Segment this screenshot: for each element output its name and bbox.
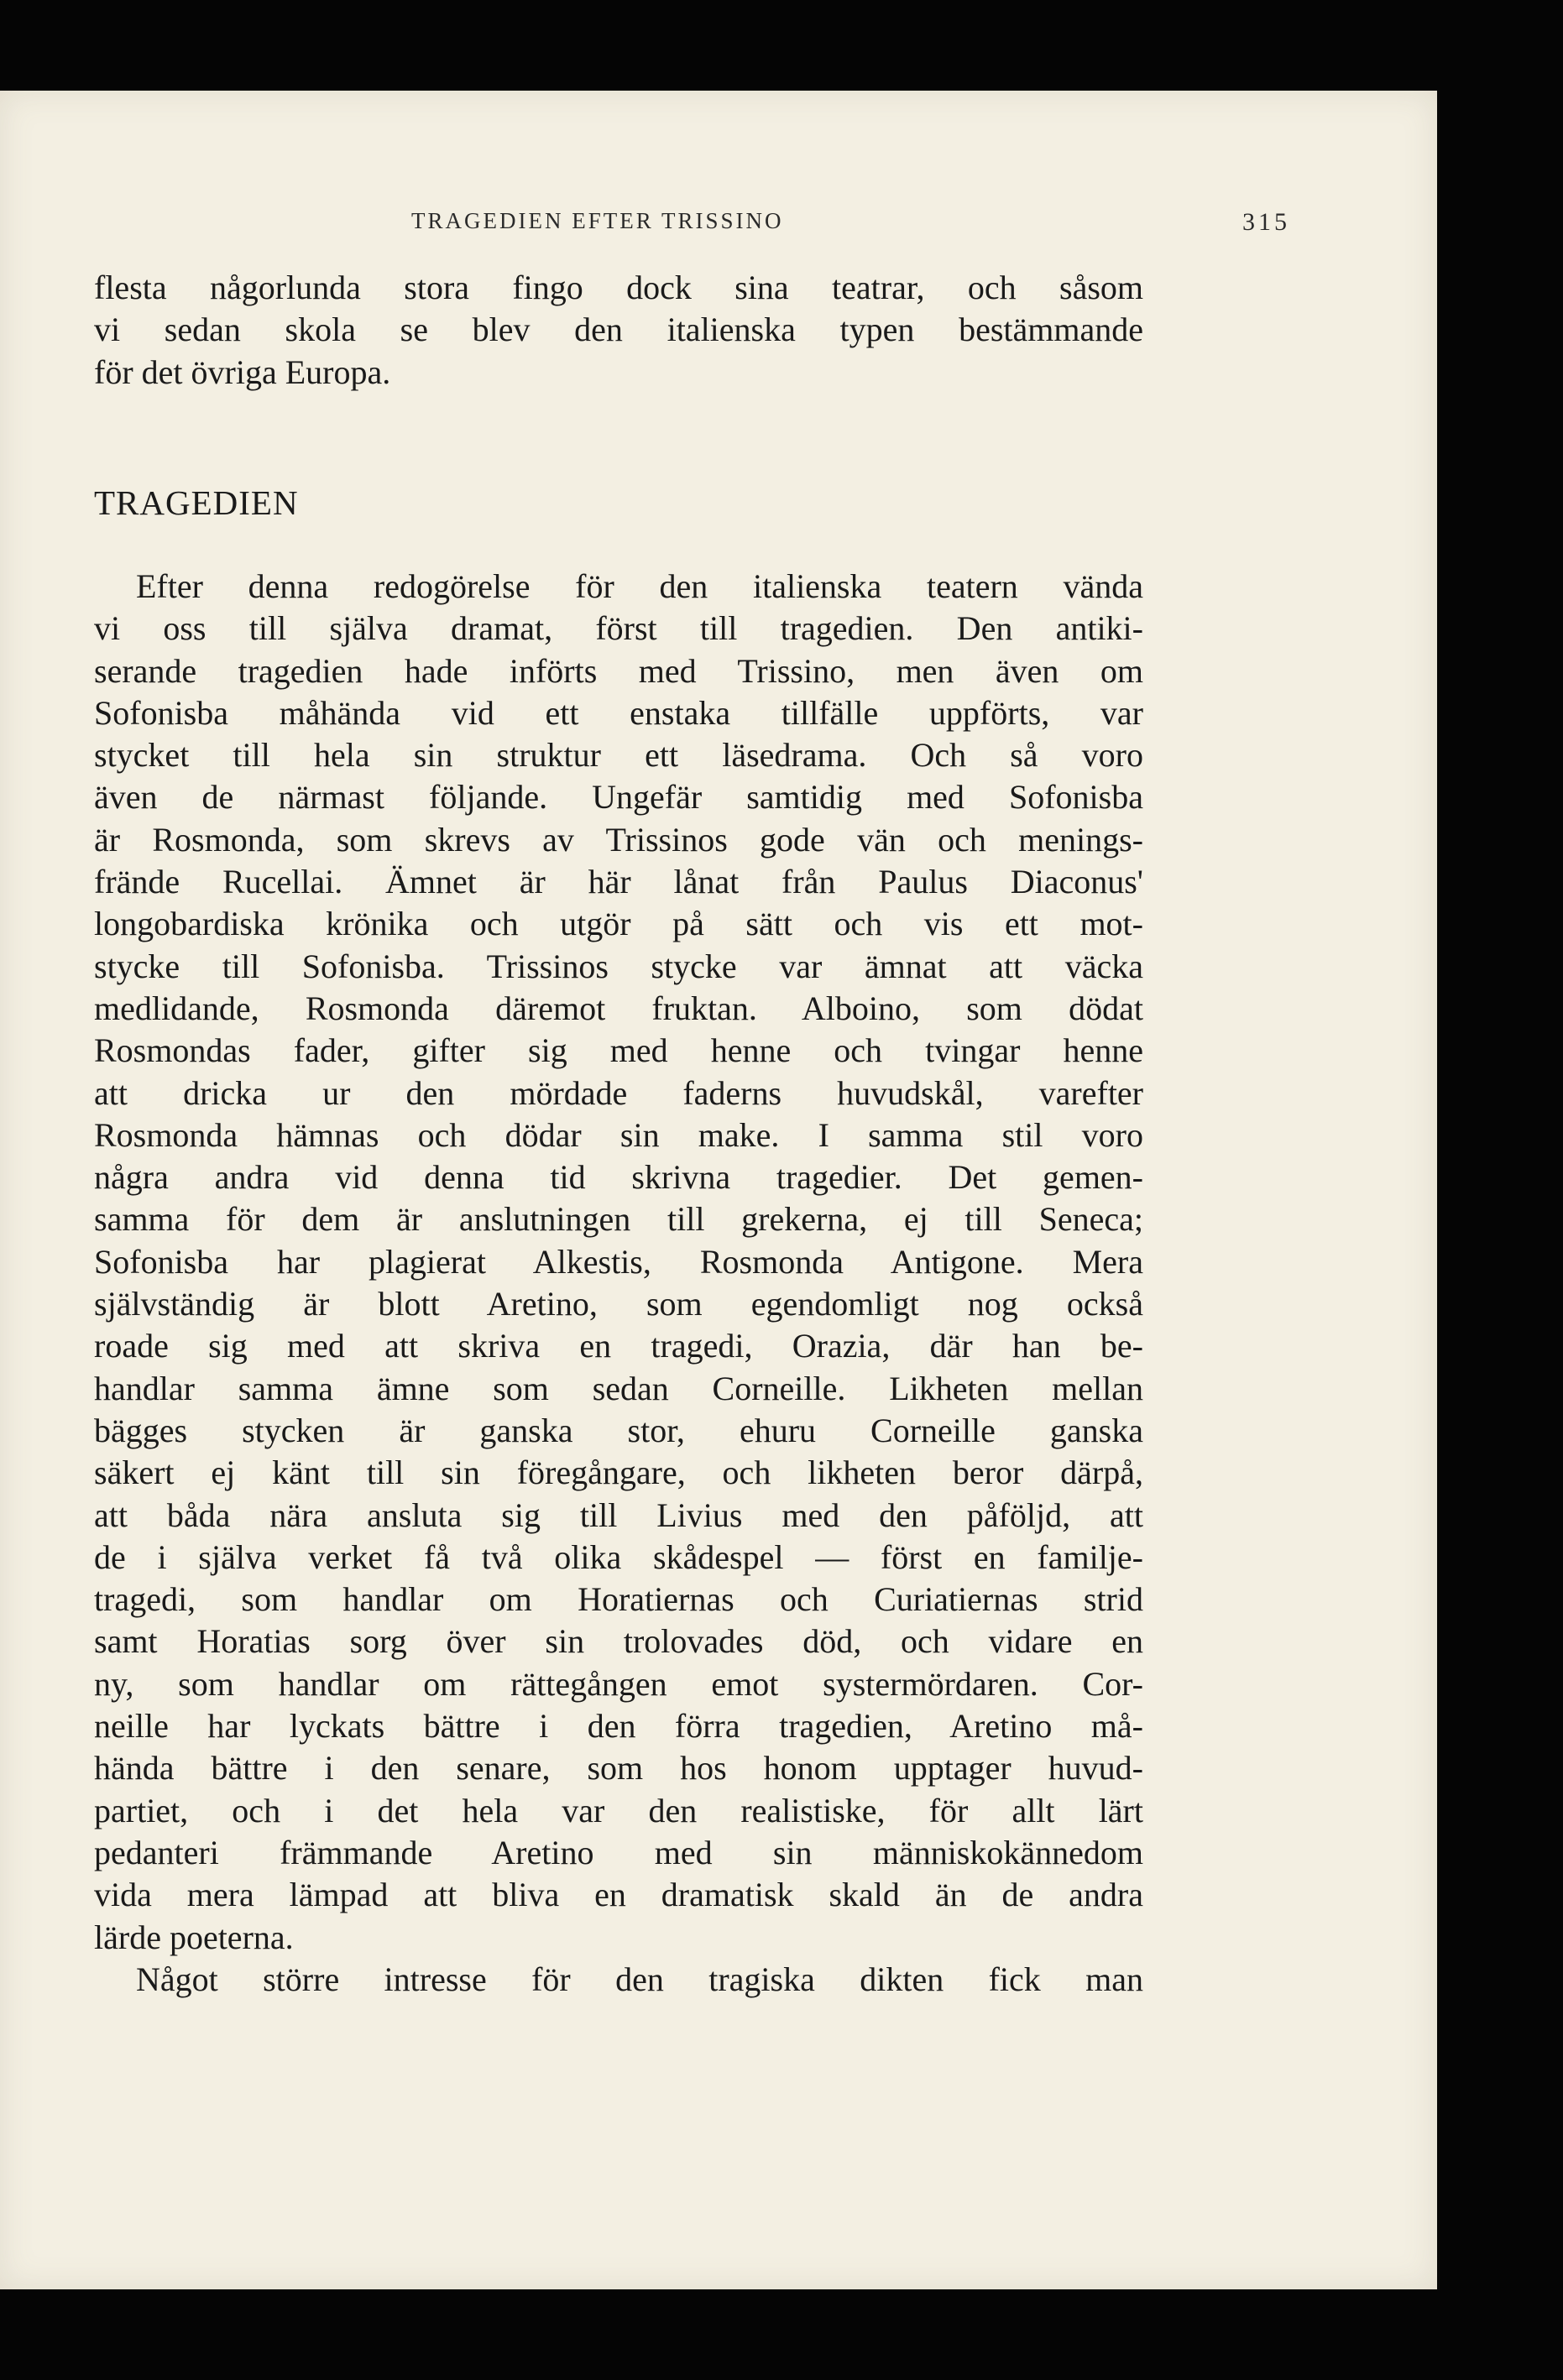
running-head [0,208,1437,242]
text-line: flesta någorlunda stora fingo dock sina teatrar, och såsom [94,269,1143,306]
text-line: är Rosmonda, som skrevs av Trissinos gode vän och menings- [94,820,1143,859]
text-line: ny, som handlar om rättegången emot systermördaren. Cor- [94,1664,1143,1703]
text-line: även de närmast följande. Ungefär samtidig med Sofonisba [94,778,1143,817]
paragraph-continuation [94,267,1143,394]
text-line: säkert ej känt till sin föregångare, och likheten beror därpå, [94,1454,1143,1492]
text-line: Rosmondas fader, gifter sig med henne och tvingar henne [94,1031,1143,1070]
section-body [94,566,1143,2001]
text-line: longobardiska krönika och utgör på sätt och vis ett mot- [94,905,1143,943]
text-line: att båda nära ansluta sig till Livius med den påföljd, att [94,1495,1143,1534]
text-line: Efter denna redogörelse för den italienska teatern vända [136,567,1143,605]
text-line: vi sedan skola se blev den italienska typen bestämmande [94,311,1143,349]
text-line: stycke till Sofonisba. Trissinos stycke var ämnat att väcka [94,947,1143,985]
text-line: Något större intresse för den tragiska dikten fick man [136,1960,1143,1998]
text-line: några andra vid denna tid skrivna tragedier. Det gemen- [94,1158,1143,1197]
text-line: neille har lyckats bättre i den förra tragedien, Aretino må- [94,1707,1143,1746]
book-page [0,91,1437,2289]
text-line: att dricka ur den mördade faderns huvudskål, varefter [94,1073,1143,1112]
text-line: serande tragedien hade införts med Trissino, men även om [94,651,1143,690]
text-line: Sofonisba måhända vid ett enstaka tillfälle uppförts, var [94,693,1143,732]
text-line: handlar samma ämne som sedan Corneille. Likheten mellan [94,1369,1143,1407]
text-line: tragedi, som handlar om Horatiernas och Curiatiernas strid [94,1580,1143,1619]
text-line: vida mera lämpad att bliva en dramatisk skald än de andra [94,1876,1143,1914]
text-line: medlidande, Rosmonda däremot fruktan. Alboino, som dödat [94,989,1143,1027]
text-line: Sofonisba har plagierat Alkestis, Rosmonda Antigone. Mera [94,1242,1143,1281]
text-line: bägges stycken är ganska stor, ehuru Corneille ganska [94,1411,1143,1449]
text-line: frände Rucellai. Ämnet är här lånat från Paulus Diaconus' [94,863,1143,901]
text-line: samma för dem är anslutningen till grekerna, ej till Seneca; [94,1200,1143,1239]
text-line: för det övriga Europa. [94,352,391,391]
text-line: stycket till hela sin struktur ett läsedrama. Och så voro [94,736,1143,775]
section-heading: TRAGEDIEN [94,483,299,522]
text-line: Rosmonda hämnas och dödar sin make. I samma stil voro [94,1115,1143,1154]
text-line: självständig är blott Aretino, som egendomligt nog också [94,1285,1143,1323]
text-line: vi oss till själva dramat, först till tragedien. Den antiki- [94,609,1143,648]
text-line: lärde poeterna. [94,1918,294,1956]
text-line: hända bättre i den senare, som hos honom upptager huvud- [94,1749,1143,1788]
running-title: TRAGEDIEN EFTER TRISSINO [411,208,784,233]
page-number: 315 [1242,208,1290,236]
text-line: samt Horatias sorg över sin trolovades död, och vidare en [94,1622,1143,1661]
text-line: partiet, och i det hela var den realistiske, för allt lärt [94,1791,1143,1829]
text-line: de i själva verket få två olika skådespel — först en familje- [94,1537,1143,1576]
text-line: roade sig med att skriva en tragedi, Orazia, där han be- [94,1327,1143,1365]
text-line: pedanteri främmande Aretino med sin människokännedom [94,1833,1143,1871]
